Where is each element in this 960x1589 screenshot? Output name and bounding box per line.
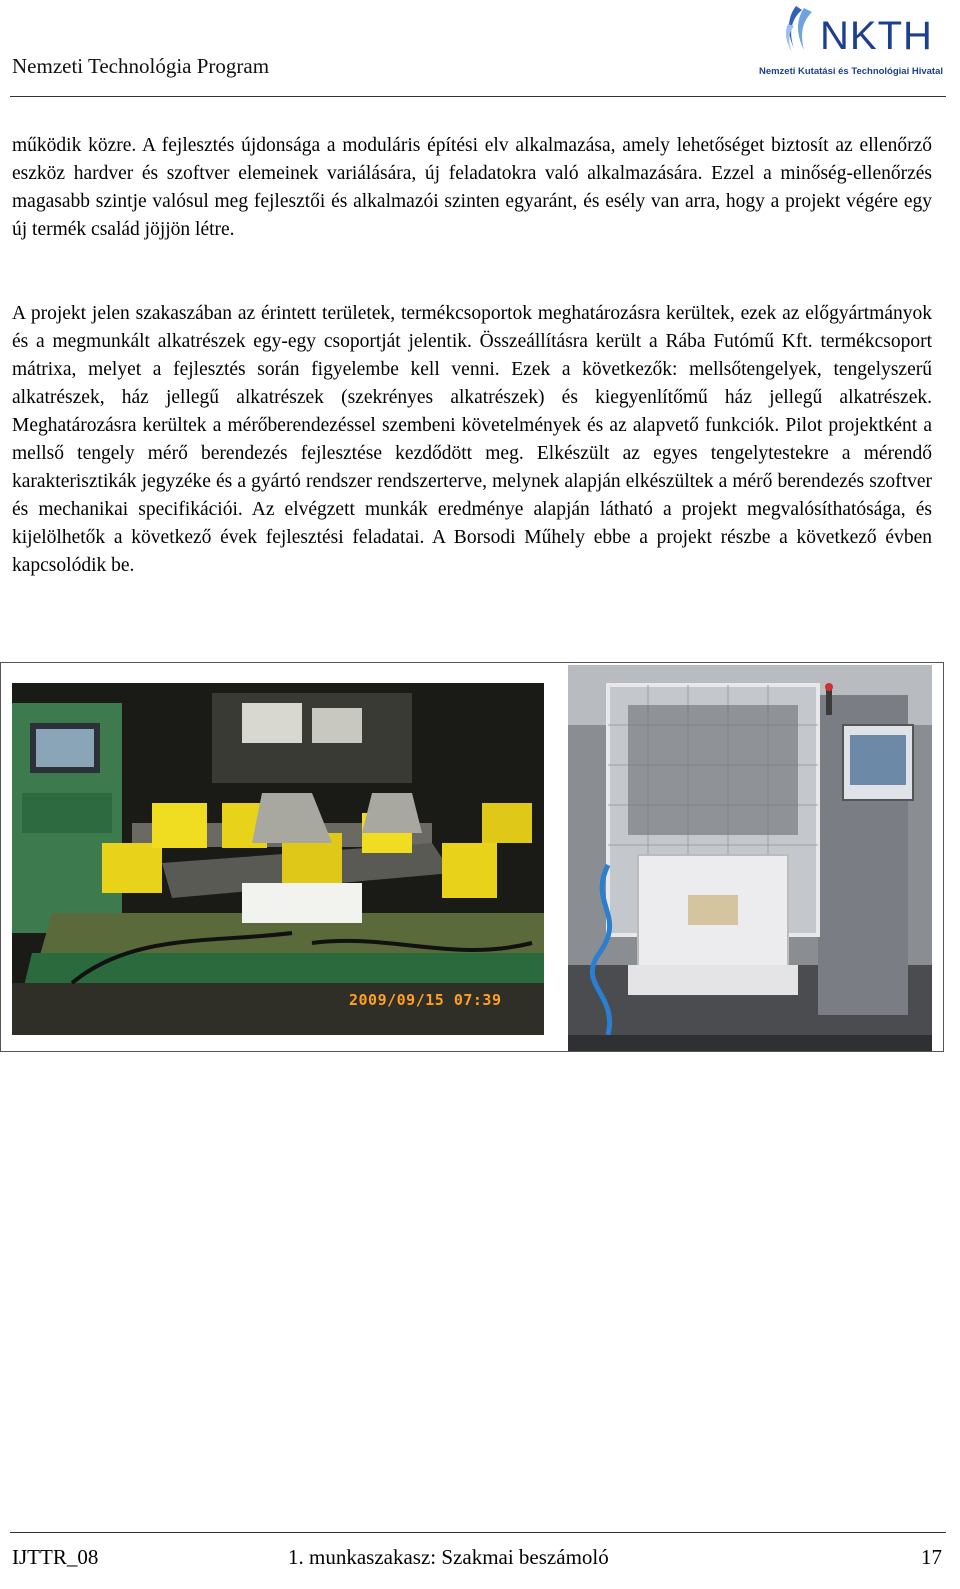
footer-divider [10,1532,946,1533]
paragraph-1: működik közre. A fejlesztés újdonsága a moduláris építési elv alkalmazása, amely lehetőséget biztosít az ellenőrző eszköz hardver és szoftver elemeinek variálására, új feladatokra való alkalmazására. Ezzel a minőség-ellenőrzés magasabb szintje valósul meg fejlesztői és alkalmazói szinten egyaránt, és esély van arra, hogy a projekt végére egy új termék család jöjjön létre. [12,135,932,240]
nkth-logo [756,2,946,84]
logo-subtitle: Nemzeti Kutatási és Technológiai Hivatal [758,66,944,77]
footer-doc-code: IJTTR_08 [12,1545,99,1569]
measuring-machine-photo [12,683,544,1035]
page-number: 17 [921,1545,942,1569]
header-divider [10,96,946,97]
header-title: Nemzeti Technológia Program [12,54,270,78]
photo-panel [0,662,944,1052]
photo-timestamp: 2009/09/15 07:39 [349,991,502,1009]
footer-section-title: 1. munkaszakasz: Szakmai beszámoló [288,1545,609,1569]
enclosed-cell-photo [568,665,932,1051]
paragraph-2: A projekt jelen szakaszában az érintett területek, termékcsoportok meghatározásra kerültek, ezek az előgyártmányok és a megmunkált alkatrészek egy-egy csoportját jelentik. Összeállításra került a Rába Futómű Kft. termékcsoport mátrixa, melyet a fejlesztés során figyelembe kell venni. Ezek a következők: mellsőtengelyek, tengelyszerű alkatrészek, ház jellegű alkatrészek (szekrényes alkatrészek) és kiegyenlítőmű ház jellegű alkatrészek. Meghatározásra kerültek a mérőberendezéssel szembeni követelmények és az alapvető funkciók. Pilot projektként a mellső tengely mérő berendezés fejlesztése kezdődött meg. Elkészült az egyes tengelytestekre a mérendő karakterisztikák jegyzéke és a gyártó rendszer rendszerterve, melynek alapján elkészültek a mérő berendezés szoftver és mechanikai specifikációi. Az elvégzett munkák eredménye alapján látható a projekt megvalósíthatósága, és kijelölhetők a következő évek fejlesztési feladatai. A Borsodi Műhely ebbe a projekt részbe a következő évben kapcsolódik be. [12,303,932,576]
logo-text: NKTH [820,14,933,58]
